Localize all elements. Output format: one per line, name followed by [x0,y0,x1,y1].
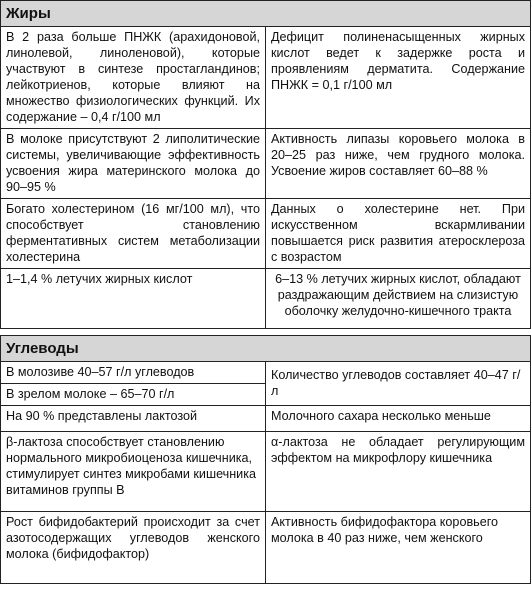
carbs-row4-left: Рост бифидобактерий происходит за счет азотосодержащих углеводов женского молока (бифидофактор) [1,512,266,584]
fats-row3-right: Данных о холестерине нет. При искусственном вскармливании повышается риск развития атеросклероза с возрастом [266,199,531,269]
table-row [1,432,531,512]
fats-row4-right: 6–13 % летучих жирных кислот, обладают раздражающим действием на слизистую оболочку желудочно-кишечного тракта [266,269,531,329]
section-header-carbs [1,336,531,362]
carbs-row2-left: На 90 % представлены лактозой [1,406,266,432]
carbs-row4-right: Активность бифидофактора коровьего молока в 40 раз ниже, чем женского [266,512,531,584]
fats-row1-left: В 2 раза больше ПНЖК (арахидоновой, линолевой, линоленовой), которые участвуют в синтезе простагландинов; лейкотриенов, которые влияют на множество физиологических функций. Их содержание – 0,4 г/100 мл [1,27,266,129]
table-row [1,269,531,329]
carbs-row1-right: Количество углеводов составляет 40–47 г/л [266,362,531,406]
table-row [1,129,531,199]
table-row [1,199,531,269]
table-row [1,406,531,432]
table-row [1,362,531,384]
carbs-row1a-left: В молозиве 40–57 г/л углеводов [1,362,266,384]
fats-row2-right: Активность липазы коровьего молока в 20–25 раз ниже, чем грудного молока. Усвоение жиров составляет 60–88 % [266,129,531,199]
section-title-fats: Жиры [1,1,531,27]
section-spacer [1,329,531,336]
carbs-row3-left: β-лактоза способствует становлению нормального микробиоценоза кишечника, стимулирует синтез микробами кишечника витаминов группы В [1,432,266,512]
carbs-row3-right: α-лактоза не обладает регулирующим эффектом на микрофлору кишечника [266,432,531,512]
fats-row2-left: В молоке присутствуют 2 липолитические системы, увеличивающие эффективность усвоения жира материнского молока до 90–95 % [1,129,266,199]
fats-row3-left: Богато холестерином (16 мг/100 мл), что способствует становлению ферментативных систем метаболизации холестерина [1,199,266,269]
fats-row1-right: Дефицит полиненасыщенных жирных кислот ведет к задержке роста и проявлениям дерматита. Содержание ПНЖК = 0,1 г/100 мл [266,27,531,129]
table-row [1,27,531,129]
fats-row4-left: 1–1,4 % летучих жирных кислот [1,269,266,329]
section-header-fats [1,1,531,27]
carbs-row1b-left: В зрелом молоке – 65–70 г/л [1,384,266,406]
table-row [1,512,531,584]
section-title-carbs: Углеводы [1,336,531,362]
carbs-row2-right: Молочного сахара несколько меньше [266,406,531,432]
